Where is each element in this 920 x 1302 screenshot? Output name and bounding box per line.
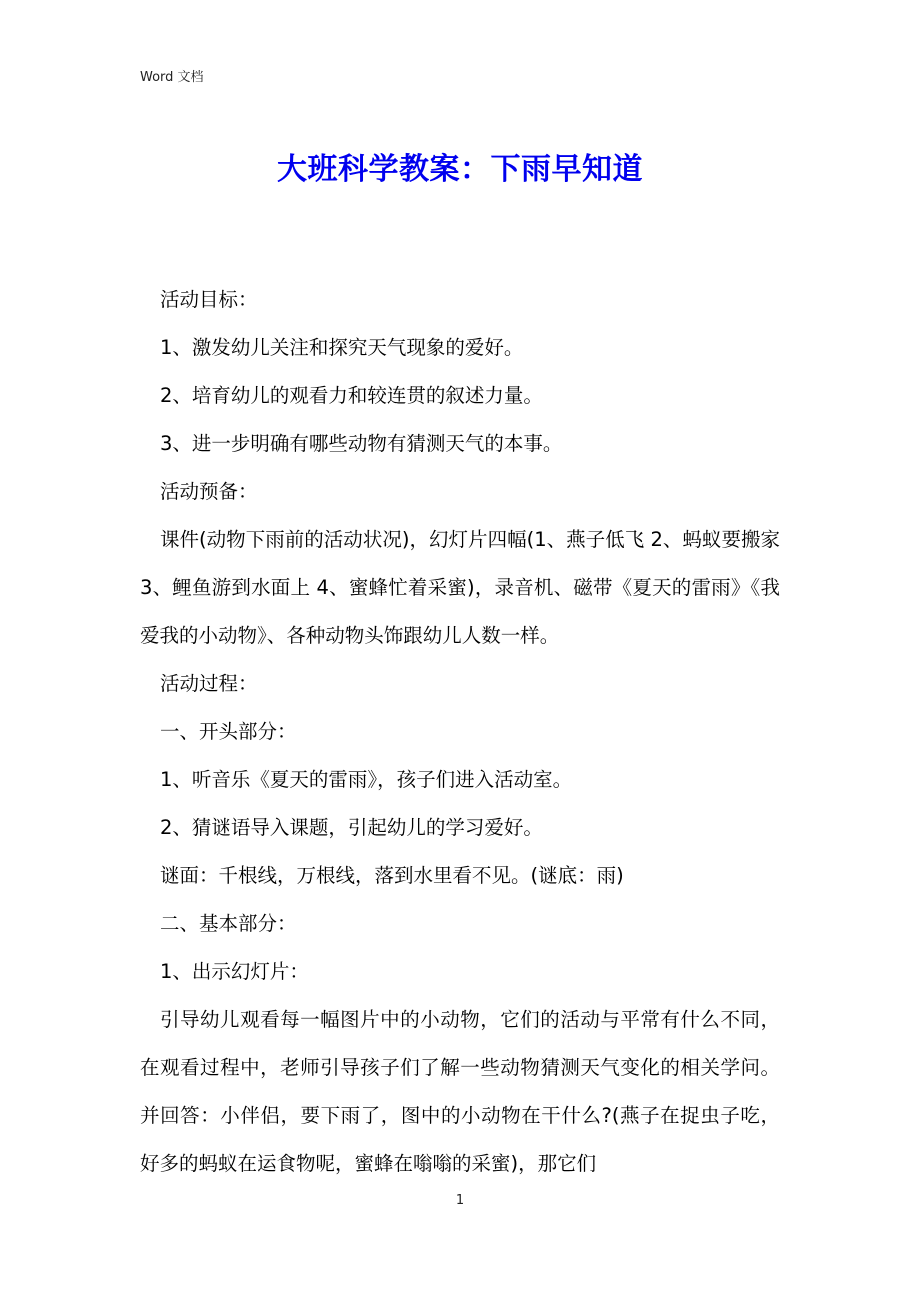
paragraph-activity-goals: 活动目标： (160, 288, 258, 311)
document-body (140, 276, 780, 1188)
paragraph-goal-2: 2、培育幼儿的观看力和较连贯的叙述力量。 (160, 384, 543, 407)
paragraph-activity-process: 活动过程： (160, 672, 258, 695)
paragraph-guidance: 引导幼儿观看每一幅图片中的小动物，它们的活动与平常有什么不同，在观看过程中，老师引导孩子们了解一些动物猜测天气变化的相关学问。并回答：小伴侣，要下雨了，图中的小动物在干什么?(燕子在捉虫子吃，好多的蚂蚁在运食物呢，蜜蜂在嗡嗡的采蜜)，那它们 (140, 1008, 780, 1175)
paragraph-prep-materials: 课件(动物下雨前的活动状况)，幻灯片四幅(1、燕子低飞 2、蚂蚁要搬家 3、鲤鱼游到水面上 4、蜜蜂忙着采蜜)，录音机、磁带《夏天的雷雨》《我爱我的小动物》、各种动物头饰跟幼儿人数一样。 (140, 528, 780, 647)
paragraph-goal-3: 3、进一步明确有哪些动物有猜测天气的本事。 (160, 432, 563, 455)
paragraph-section-basic: 二、基本部分： (160, 912, 297, 935)
paragraph-activity-prep: 活动预备： (160, 480, 258, 503)
paragraph-opening-step-1: 1、听音乐《夏天的雷雨》，孩子们进入活动室。 (160, 768, 573, 791)
paragraph-basic-step-1: 1、出示幻灯片： (160, 960, 309, 983)
document-header: Word 文档 (140, 70, 204, 85)
paragraph-section-opening: 一、开头部分： (160, 720, 297, 743)
document-title: 大班科学教案：下雨早知道 (277, 152, 643, 187)
paragraph-opening-step-2: 2、猜谜语导入课题，引起幼儿的学习爱好。 (160, 816, 543, 839)
paragraph-riddle: 谜面：千根线，万根线，落到水里看不见。(谜底：雨) (160, 864, 624, 887)
page-number: 1 (455, 1193, 465, 1208)
paragraph-goal-1: 1、激发幼儿关注和探究天气现象的爱好。 (160, 336, 524, 359)
